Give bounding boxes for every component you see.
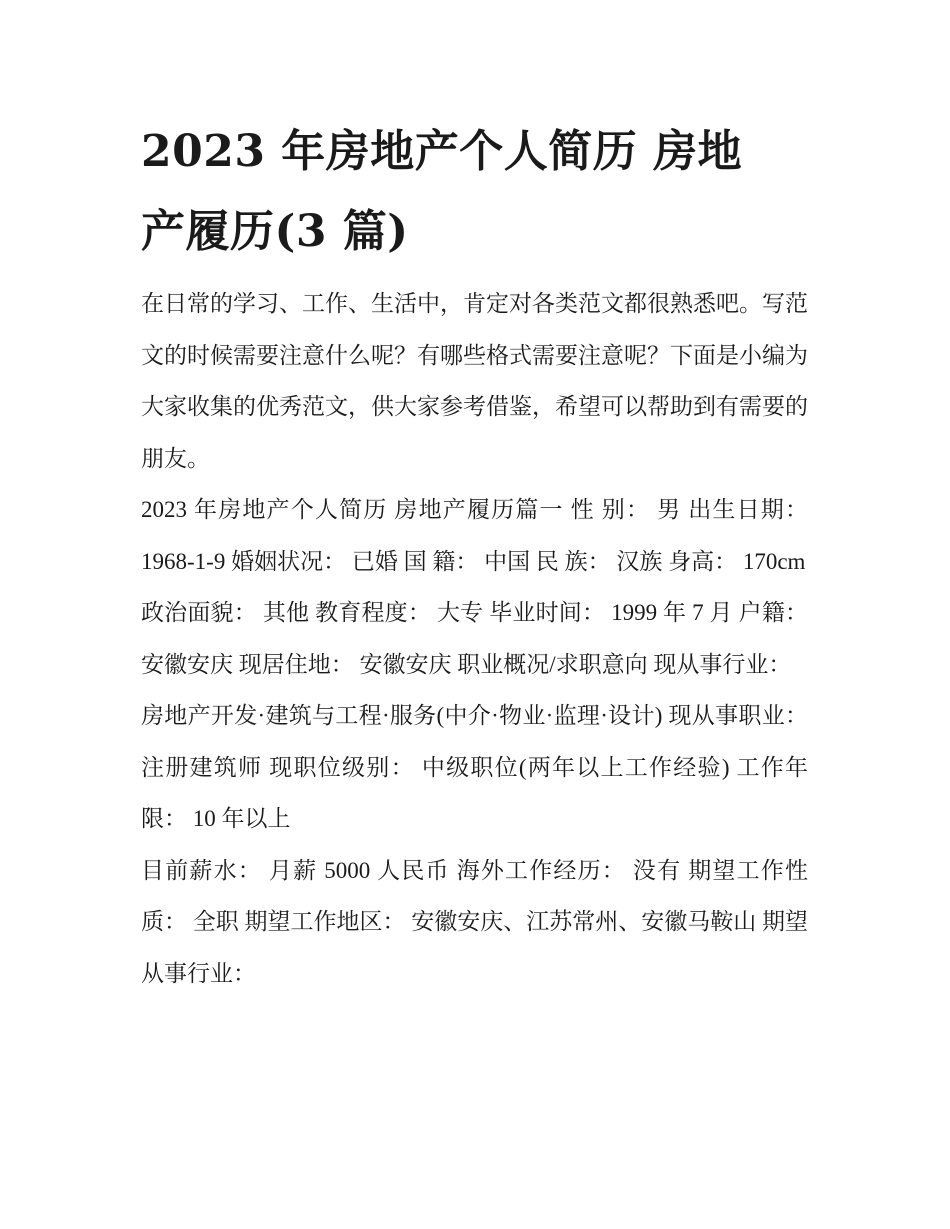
document-title-line-2: 产履历(3 篇) bbox=[141, 206, 409, 257]
document-title-line-1: 2023 年房地产个人简历 房地 bbox=[141, 126, 743, 177]
education-paragraph: 政治面貌： 其他 教育程度： 大专 毕业时间： 1999 年 7 月 户籍： 安徽安庆 现居住地： 安徽安庆 职业概况/求职意向 现从事行业： bbox=[141, 600, 808, 677]
intro-paragraph: 在日常的学习、工作、生活中，肯定对各类范文都很熟悉吧。写范文的时候需要注意什么呢？有哪些格式需要注意呢？下面是小编为大家收集的优秀范文，供大家参考借鉴，希望可以帮助到有需要的朋友。 bbox=[141, 291, 808, 471]
salary-paragraph: 目前薪水： 月薪 5000 人民币 海外工作经历： 没有 期望工作性质： 全职 期望工作地区： 安徽安庆、江苏常州、安徽马鞍山 期望从事行业： bbox=[141, 857, 808, 986]
document-title bbox=[141, 112, 808, 272]
personal-info-paragraph: 2023 年房地产个人简历 房地产履历篇一 性 别： 男 出生日期： 1968-1-9 婚姻状况： 已婚 国 籍： 中国 民 族： 汉族 身高： 170cm bbox=[141, 497, 808, 574]
industry-paragraph: 房地产开发·建筑与工程·服务(中介·物业·监理·设计) 现从事职业： 注册建筑师 现职位级别： 中级职位(两年以上工作经验) 工作年限： 10 年以上 bbox=[141, 703, 808, 831]
